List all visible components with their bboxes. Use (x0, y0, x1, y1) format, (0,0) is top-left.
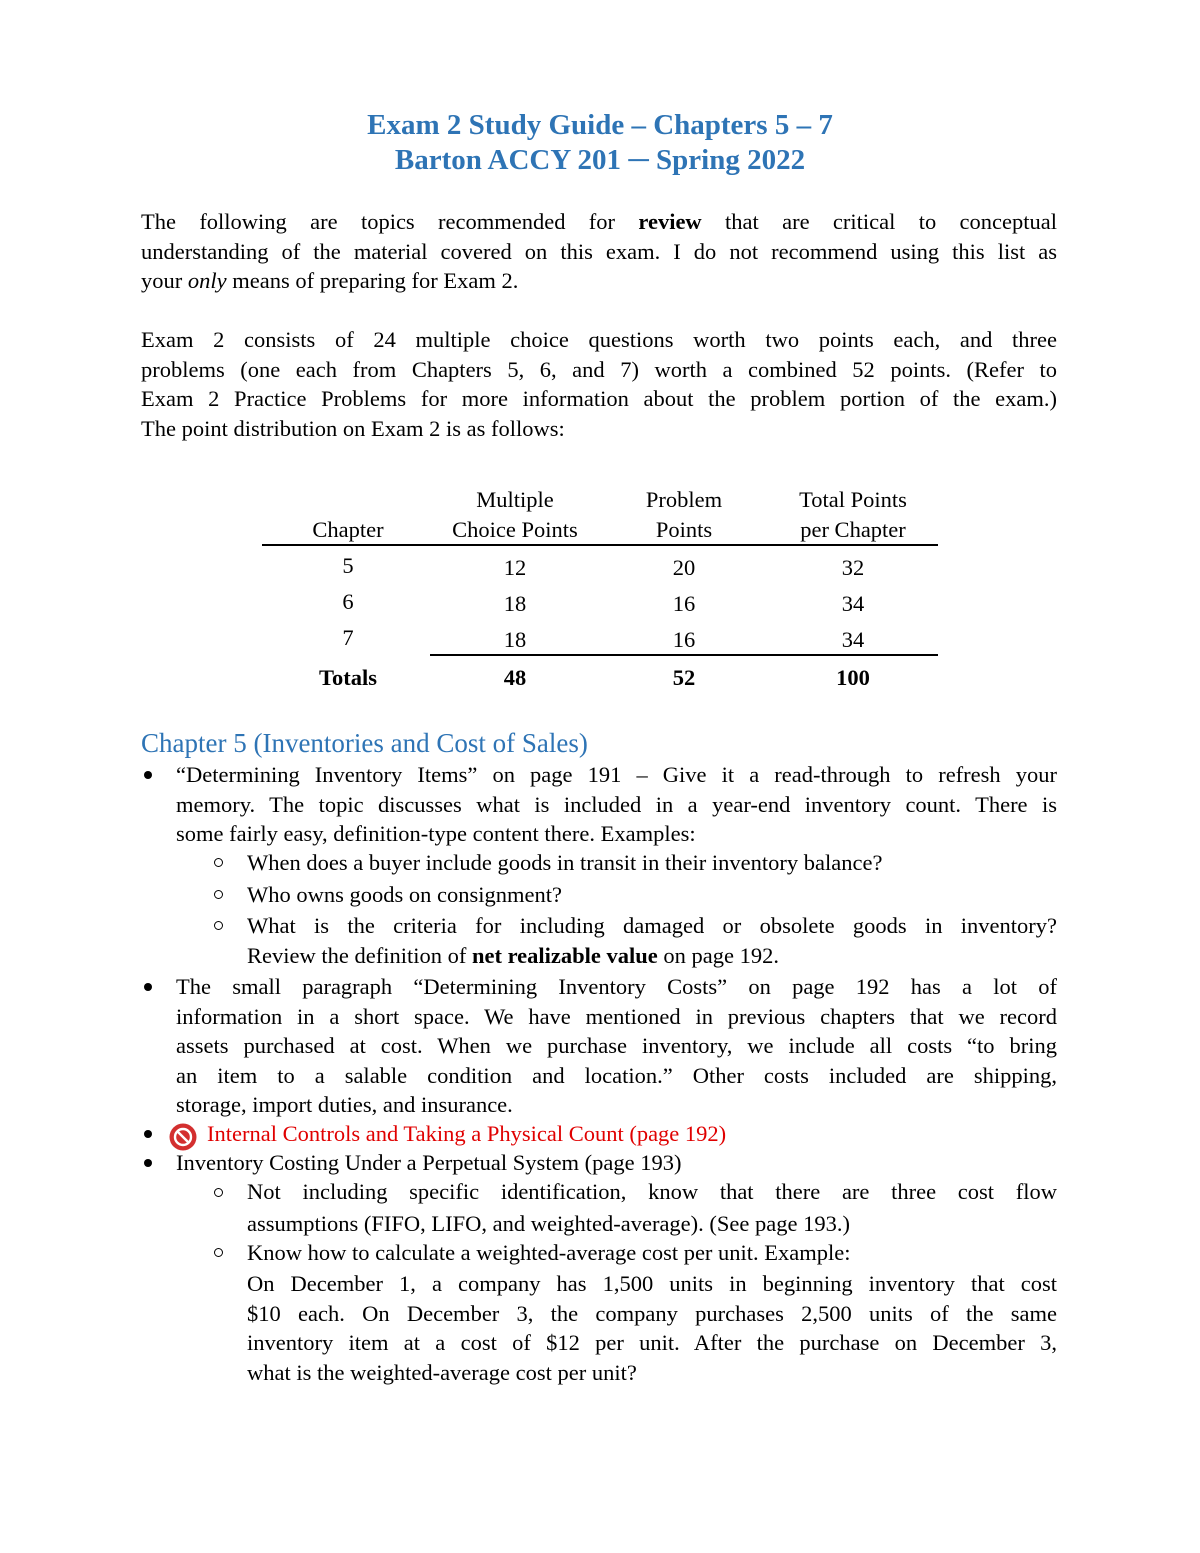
table-cell: 20 (672, 555, 696, 580)
bullet-line: information in a short space. We have mentioned in previous chapters that we record (176, 1003, 1057, 1029)
sub-bullet-transit: When does a buyer include goods in transit in their inventory balance? (247, 850, 883, 875)
col-header-prob-1: Problem (645, 487, 723, 512)
totals-label: Totals (319, 665, 377, 690)
table-cell: 32 (841, 555, 865, 580)
bullet-dot (144, 771, 152, 779)
totals-mc: 48 (503, 665, 527, 690)
col-header-total-2: per Chapter (800, 517, 906, 542)
table-cell: 12 (503, 555, 527, 580)
bullet-internal-controls: Internal Controls and Taking a Physical Count (page 192) (207, 1121, 727, 1146)
bullet-line: Not including specific identification, know that there are three cost flow (247, 1179, 1057, 1204)
title-line-1: Exam 2 Study Guide – Chapters 5 – 7 (367, 109, 833, 141)
bullet-determining-items (176, 760, 1057, 849)
sub-bullet-weighted-average: Know how to calculate a weighted-average cost per unit. Example: (247, 1240, 851, 1265)
sub-bullet-circle (214, 1188, 223, 1197)
bullet-line: “Determining Inventory Items” on page 191 – Give it a read-through to refresh your (176, 762, 1057, 787)
bullet-line: storage, import duties, and insurance. (176, 1092, 513, 1117)
table-cell: 5 (342, 553, 354, 578)
col-header-total-1: Total Points (799, 487, 907, 512)
exam-info-line-4: The point distribution on Exam 2 is as follows: (141, 415, 565, 441)
sub-bullet-consignment: Who owns goods on consignment? (247, 882, 562, 907)
bullet-line: assumptions (FIFO, LIFO, and weighted-average). (See page 193.) (247, 1210, 850, 1236)
table-cell: 18 (503, 591, 527, 616)
bullet-line: memory. The topic discusses what is included in a year-end inventory count. There is (176, 791, 1057, 817)
bullet-line: some fairly easy, definition-type content there. Examples: (176, 821, 696, 846)
bullet-line: Review the definition of net realizable value on page 192. (247, 942, 779, 968)
col-header-prob-2: Points (655, 517, 713, 542)
table-cell: 34 (841, 591, 865, 616)
totals-prob: 52 (672, 665, 696, 690)
bullet-line: The small paragraph “Determining Inventory Costs” on page 192 has a lot of (176, 974, 1057, 999)
bullet-line: assets purchased at cost. When we purchase inventory, we include all costs “to bring (176, 1033, 1057, 1058)
bullet-dot (144, 1159, 152, 1167)
sub-bullet-circle (214, 890, 223, 899)
title-line-2: Barton ACCY 201 ─ Spring 2022 (394, 144, 806, 176)
example-paragraph (247, 1269, 1057, 1387)
intro-line-2: understanding of the material covered on this exam. I do not recommend using this list as (141, 238, 1057, 264)
table-cell: 6 (342, 589, 354, 614)
sub-bullet-damaged (247, 911, 1057, 970)
bullet-perpetual-costing: Inventory Costing Under a Perpetual System (page 193) (176, 1150, 682, 1175)
header-rule (262, 544, 938, 546)
bullet-inventory-costs (176, 972, 1057, 1120)
intro-line-3: your only means of preparing for Exam 2. (141, 268, 519, 293)
col-header-mc-2: Choice Points (452, 517, 578, 542)
col-header-mc-1: Multiple (476, 487, 554, 512)
sub-bullet-cost-flow (247, 1177, 1057, 1238)
totals-rule (430, 654, 938, 656)
exam-info-paragraph (141, 325, 1057, 443)
col-header-chapter: Chapter (312, 517, 384, 542)
intro-line-1: The following are topics recommended for review that are critical to conceptual (141, 209, 1057, 234)
table-cell: 16 (672, 627, 696, 652)
example-line: what is the weighted-average cost per unit? (247, 1359, 637, 1385)
totals-total: 100 (836, 665, 870, 690)
table-cell: 34 (841, 627, 865, 652)
sub-bullet-circle (214, 858, 223, 867)
bullet-line: an item to a salable condition and location.” Other costs included are shipping, (176, 1062, 1057, 1088)
exam-info-line-3: Exam 2 Practice Problems for more information about the problem portion of the exam.) (141, 386, 1057, 411)
example-line: $10 each. On December 3, the company purchases 2,500 units of the same (247, 1300, 1057, 1326)
bullet-line: What is the criteria for including damaged or obsolete goods in inventory? (247, 913, 1057, 938)
table-cell: 16 (672, 591, 696, 616)
exam-info-line-1: Exam 2 consists of 24 multiple choice questions worth two points each, and three (141, 327, 1057, 352)
sub-bullet-circle (214, 1248, 223, 1257)
exam-info-line-2: problems (one each from Chapters 5, 6, and 7) worth a combined 52 points. (Refer to (141, 356, 1057, 382)
chapter-5-heading: Chapter 5 (Inventories and Cost of Sales) (141, 728, 588, 758)
bullet-dot (144, 983, 152, 991)
sub-bullet-circle (214, 921, 223, 930)
table-cell: 7 (342, 625, 354, 650)
example-line: inventory item at a cost of $12 per unit. After the purchase on December 3, (247, 1330, 1057, 1355)
bullet-dot (144, 1130, 152, 1138)
example-line: On December 1, a company has 1,500 units in beginning inventory that cost (247, 1271, 1057, 1296)
intro-paragraph (141, 207, 1057, 296)
table-cell: 18 (503, 627, 527, 652)
